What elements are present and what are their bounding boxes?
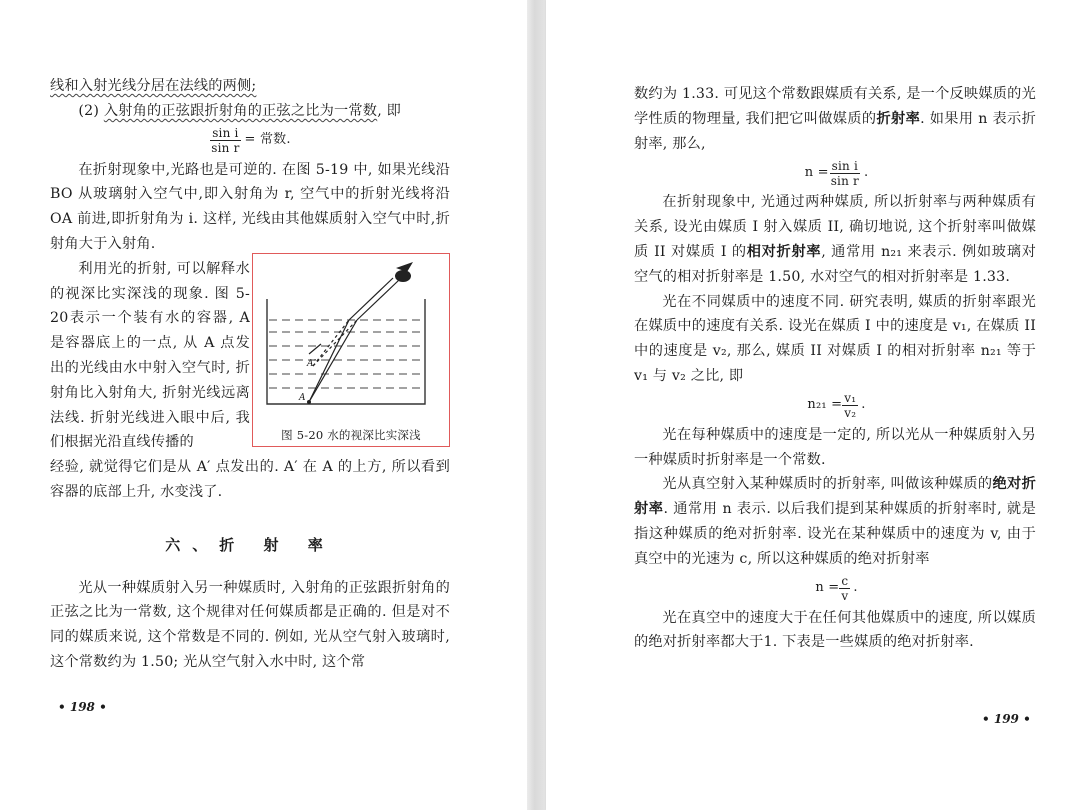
index-definition-text: 数约为 1.33. 可见这个常数跟媒质有关系, 是一个反映媒质的光学性质的物理量, 我们把它叫做媒质的	[634, 86, 1036, 127]
formula-cv-numerator: c	[841, 574, 849, 589]
absolute-index-paragraph	[634, 472, 1036, 571]
snell-rhs: = 常数.	[244, 132, 291, 148]
law-line-1	[50, 74, 450, 99]
formula-cv-fraction	[839, 574, 850, 603]
snell-denominator: sin r	[211, 141, 240, 156]
ray-in-water-2	[309, 320, 357, 402]
snell-numerator: sin i	[212, 126, 239, 141]
formula-n21-numerator: v₁	[844, 391, 857, 406]
term-refractive-index: 折射率	[876, 110, 921, 127]
extension-2	[313, 320, 357, 366]
figure-wrap	[50, 257, 450, 455]
index-definition-paragraph	[634, 82, 1036, 156]
index-definition-end: . 如果用 n 表示折射率, 那么,	[634, 110, 1036, 152]
constant-paragraph: 光在每种媒质中的速度是一定的, 所以光从一种媒质射入另一种媒质时折射率是一个常数.	[634, 426, 1036, 468]
formula-n-cv	[634, 572, 1036, 606]
absolute-index-text-b: . 通常用 n 表示. 以后我们提到某种媒质的折射率时, 就是指这种媒质的绝对折射率. 设光在某种媒质中的速度为 v, 由于真空中的光速为 c, 所以这种媒质的绝对折射率	[634, 501, 1036, 567]
law-item-2-underlined: 入射角的正弦跟折射角的正弦之比为一常数	[103, 102, 378, 119]
formula-n21	[634, 389, 1036, 423]
left-page-text	[50, 74, 450, 675]
relative-index-paragraph	[634, 190, 1036, 289]
formula-n-lhs: n =	[804, 164, 829, 180]
page-number-left: • 198 •	[58, 700, 107, 714]
speed-paragraph: 光在不同媒质中的速度不同. 研究表明, 媒质的折射率跟光在媒质中的速度有关系. 设光在媒质 I 中的速度是 v₁, 在媒质 II 中的速度是 v₂, 那么, 媒质 II 对媒质 I 的相对折射率 n₂₁ 等于 v₁ 与 v₂ 之比, 即	[634, 293, 1036, 384]
label-a: A	[299, 392, 306, 403]
formula-n21-end: .	[861, 397, 866, 413]
formula-n21-lhs: n₂₁ =	[807, 397, 843, 413]
snell-formula	[50, 124, 450, 158]
apparent-depth-paragraph: 利用光的折射, 可以解释水的视深比实深浅的现象. 图 5-20表示一个装有水的容器, A 是容器底上的一点, 从 A 点发出的光线由水中射入空气时, 折射角比入射角大, 折射光线远离法线. 折射光线进入眼中后, 我们根据光沿直线传播的	[50, 260, 250, 451]
absolute-index-text-a: 光从真空射入某种媒质时的折射率, 叫做该种媒质的	[662, 476, 993, 493]
formula-cv-denominator: v	[841, 589, 849, 604]
point-a	[307, 400, 311, 404]
apparent-depth-paragraph-rest: 经验, 就觉得它们是从 A′ 点发出的. A′ 在 A 的上方, 所以看到容器的底部上升, 水变浅了.	[50, 459, 450, 500]
figure-5-20	[252, 253, 450, 447]
formula-n21-denominator: v₂	[844, 406, 857, 421]
section-title: 六、折 射 率	[165, 535, 335, 554]
container-diagram	[253, 254, 449, 446]
formula-n-denominator: sin r	[830, 173, 859, 188]
term-absolute-index: 绝对折射率	[634, 476, 1036, 518]
law-line-1-text: 线和入射光线分居在法线的两侧;	[50, 78, 257, 94]
law-item-2-prefix: (2)	[78, 102, 104, 119]
term-relative-index: 相对折射率	[746, 243, 822, 260]
formula-n-sin	[634, 156, 1036, 190]
right-page	[546, 0, 1080, 810]
greater-than-one-paragraph: 光在真空中的速度大于在任何其他媒质中的速度, 所以媒质的绝对折射率都大于1. 下表是一些媒质的绝对折射率.	[634, 609, 1036, 651]
formula-n21-fraction	[842, 391, 858, 420]
relative-index-text-a: 在折射现象中, 光通过两种媒质, 所以折射率与两种媒质有关系, 设光由媒质 I 射入媒质 II, 确切地说, 这个折射率叫做媒质 II 对媒质 I 的	[634, 194, 1036, 260]
page-number-right: • 199 •	[982, 712, 1031, 726]
law-item-2	[50, 99, 450, 124]
formula-cv-end: .	[853, 580, 858, 596]
relative-index-text-b: , 通常用 n₂₁ 来表示. 例如玻璃对空气的相对折射率是 1.50, 水对空气的相对折射率是 1.33.	[634, 243, 1036, 285]
refractive-index-intro: 光从一种媒质射入另一种媒质时, 入射角的正弦跟折射角的正弦之比为一常数, 这个规律对任何媒质都是正确的. 但是对不同的媒质来说, 这个常数是不同的. 例如, 光从空气射入玻璃时, 这个常数约为 1.50; 光从空气射入水中时, 这个常	[50, 579, 450, 670]
law-item-2-suffix: , 即	[377, 102, 401, 119]
label-a-prime: A′	[307, 358, 316, 369]
figure-caption: 图 5-20 水的视深比实深浅	[281, 427, 421, 442]
formula-n-end: .	[863, 164, 869, 180]
snell-fraction	[209, 126, 241, 155]
left-page	[0, 0, 527, 810]
ray-in-air-2	[357, 280, 399, 320]
formula-n-fraction	[829, 159, 861, 188]
ray-in-air-1	[349, 278, 393, 320]
right-page-text	[634, 82, 1036, 655]
reversibility-paragraph: 在折射现象中,光路也是可逆的. 在图 5-19 中, 如果光线沿 BO 从玻璃射入空气中,即入射角为 r, 空气中的折射光线将沿 OA 前进,即折射角为 i. 这样, 光线由其他媒质射入空气中时,折射角大于入射角.	[50, 161, 450, 252]
eye-shape	[395, 270, 411, 282]
book-gutter	[527, 0, 546, 810]
formula-cv-lhs: n =	[815, 580, 840, 596]
eye-lash	[396, 262, 413, 272]
formula-n-numerator: sin i	[831, 158, 859, 173]
